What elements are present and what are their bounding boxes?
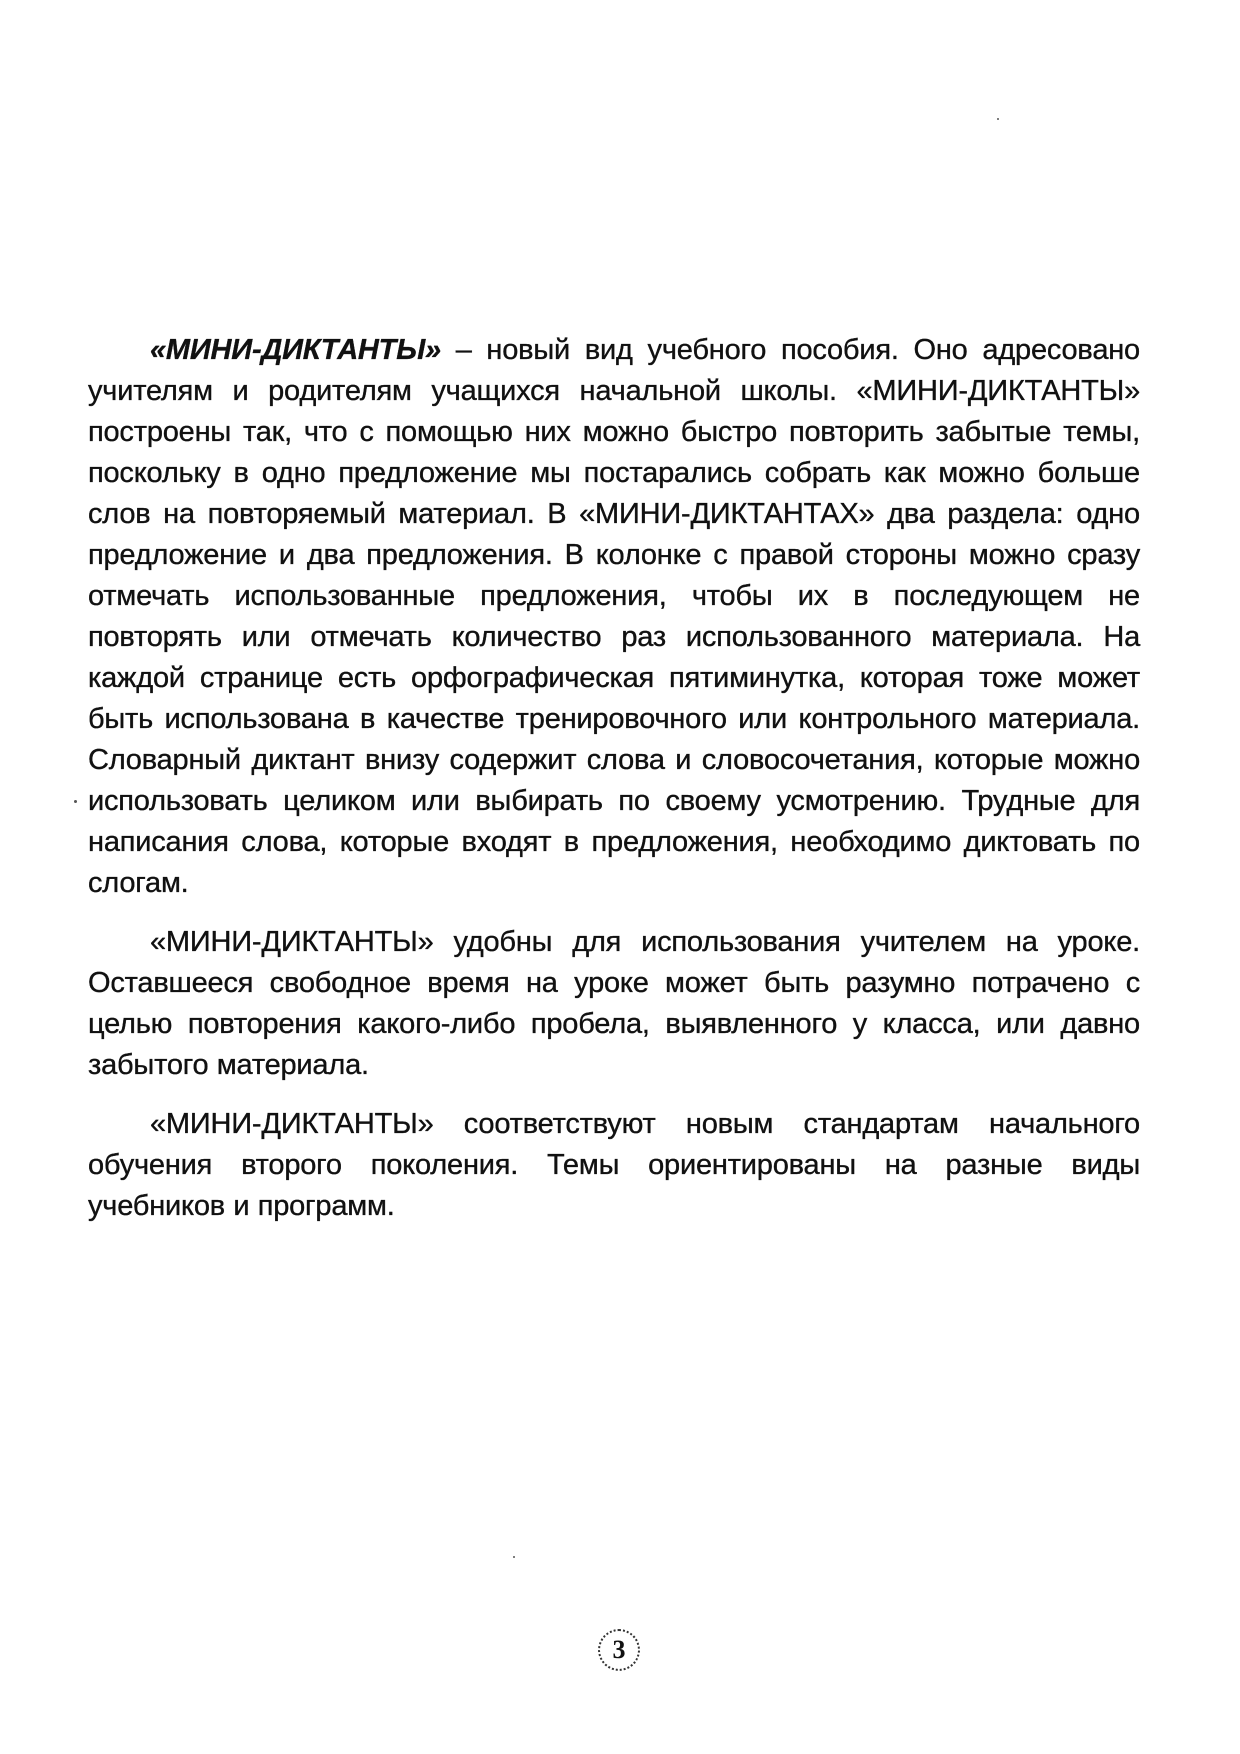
scan-speck — [997, 118, 999, 120]
scan-speck — [74, 800, 77, 803]
paragraph-standards: «МИНИ-ДИКТАНТЫ» соответствуют новым стандартам начального обучения второго поколения. Темы ориентированы на разные виды учебников и программ. — [88, 1108, 1140, 1222]
page-number: 3 — [598, 1629, 640, 1671]
paragraph-intro-text: – новый вид учебного пособия. Оно адресовано учителям и родителям учащихся начальной школы. «МИНИ-ДИКТАНТЫ» построены так, что с помощью них можно быстро повторить забытые темы, поскольку в одно предложение мы постарались собрать как можно больше слов на повторяемый материал. В «МИНИ-ДИКТАНТАХ» два раздела: одно предложение и два предложения. В колонке с правой стороны можно сразу отмечать использованные предложения, чтобы их в последующем не повторять или отмечать количество раз использованного материала. На каждой странице есть орфографическая пятиминутка, которая тоже может быть использована в качестве тренировочного или контрольного материала. Словарный диктант внизу содержит слова и словосочетания, которые можно использовать целиком или выбирать по своему усмотрению. Трудные для написания слова, которые входят в предложения, необходимо диктовать по слогам. — [88, 334, 1140, 899]
lead-title: «МИНИ-ДИКТАНТЫ» — [150, 334, 441, 366]
scan-speck — [513, 1556, 515, 1558]
paragraph-usage: «МИНИ-ДИКТАНТЫ» удобны для использования учителем на уроке. Оставшееся свободное время на уроке может быть разумно потрачено с целью повторения какого-либо пробела, выявленного у класса, или давно забытого материала. — [88, 926, 1140, 1081]
body-text — [88, 330, 1140, 1227]
paragraph-intro — [88, 330, 1140, 904]
